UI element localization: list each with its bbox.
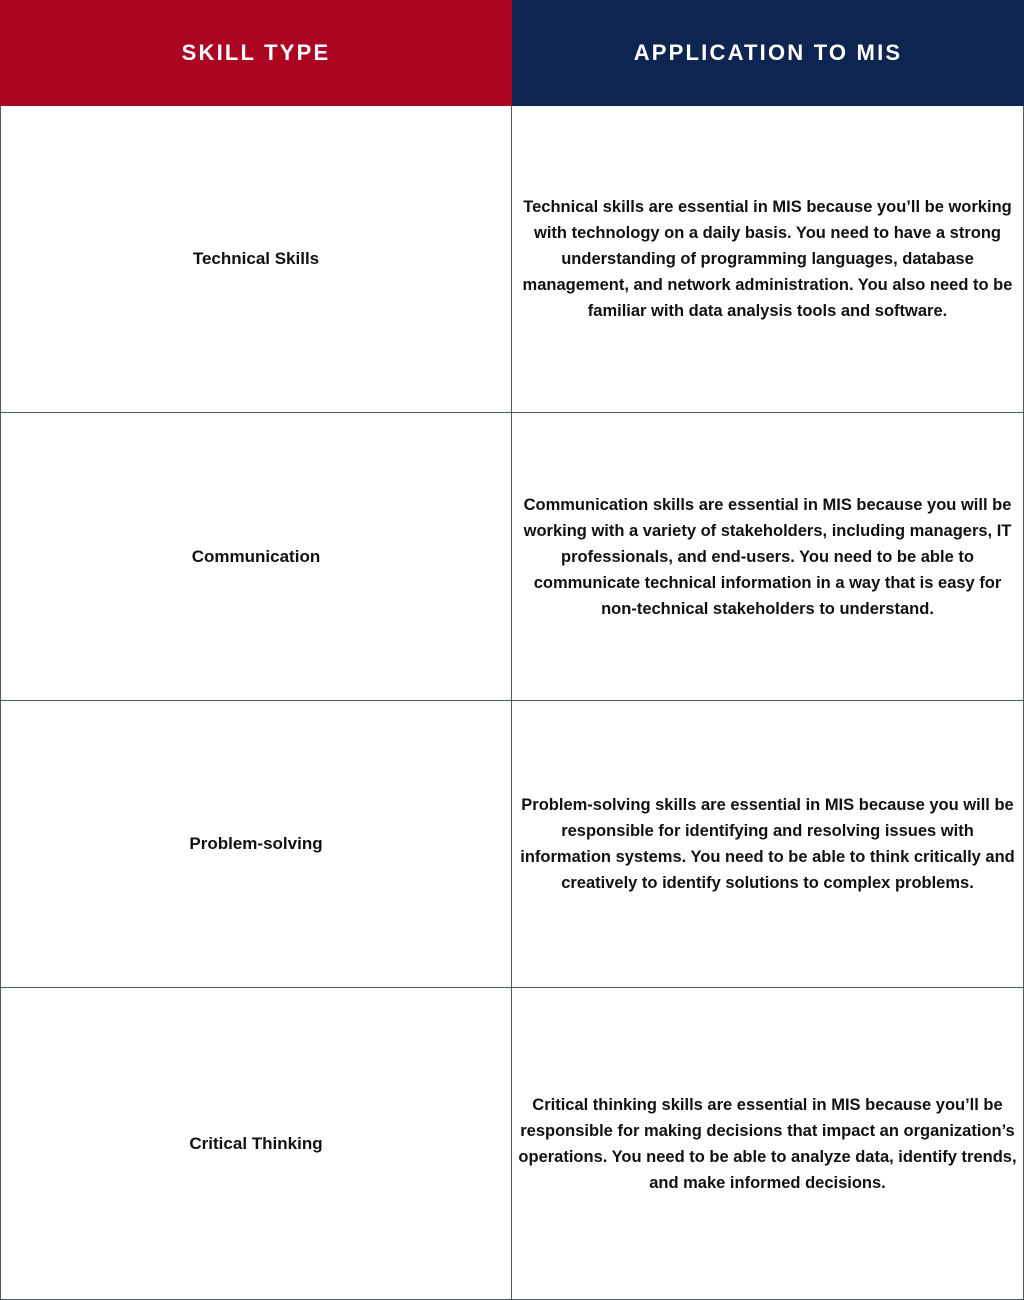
skill-cell: Communication xyxy=(1,413,512,700)
skill-cell: Critical Thinking xyxy=(1,988,512,1299)
application-text: Problem-solving skills are essential in MIS because you will be responsible for identifying and resolving issues with information systems. You need to be able to think critically and creatively to identify solutions to complex problems. xyxy=(520,796,1015,892)
skill-type-header: SKILL TYPE xyxy=(0,0,512,106)
application-cell xyxy=(512,988,1023,1299)
table-row xyxy=(0,988,1024,1300)
application-header: APPLICATION TO MIS xyxy=(512,0,1024,106)
application-cell xyxy=(512,413,1023,700)
application-text: Communication skills are essential in MIS because you will be working with a variety of stakeholders, including managers, IT professionals, and end-users. You need to be able to communicate technical information in a way that is easy for non-technical stakeholders to understand. xyxy=(523,495,1012,618)
application-cell xyxy=(512,106,1023,412)
skill-cell: Problem-solving xyxy=(1,701,512,987)
skill-cell: Technical Skills xyxy=(1,106,512,412)
application-cell xyxy=(512,701,1023,987)
application-text: Critical thinking skills are essential in MIS because you’ll be responsible for making decisions that impact an organization’s operations. You need to be able to analyze data, identify trends, and make informed decisions. xyxy=(518,1095,1017,1192)
table-row xyxy=(0,106,1024,413)
table-row xyxy=(0,413,1024,701)
table-row xyxy=(0,701,1024,988)
application-text: Technical skills are essential in MIS because you’ll be working with technology on a daily basis. You need to have a strong understanding of programming languages, database management, and network administration. You also need to be familiar with data analysis tools and software. xyxy=(522,198,1013,320)
table-body xyxy=(0,106,1024,1300)
table-header-row xyxy=(0,0,1024,106)
